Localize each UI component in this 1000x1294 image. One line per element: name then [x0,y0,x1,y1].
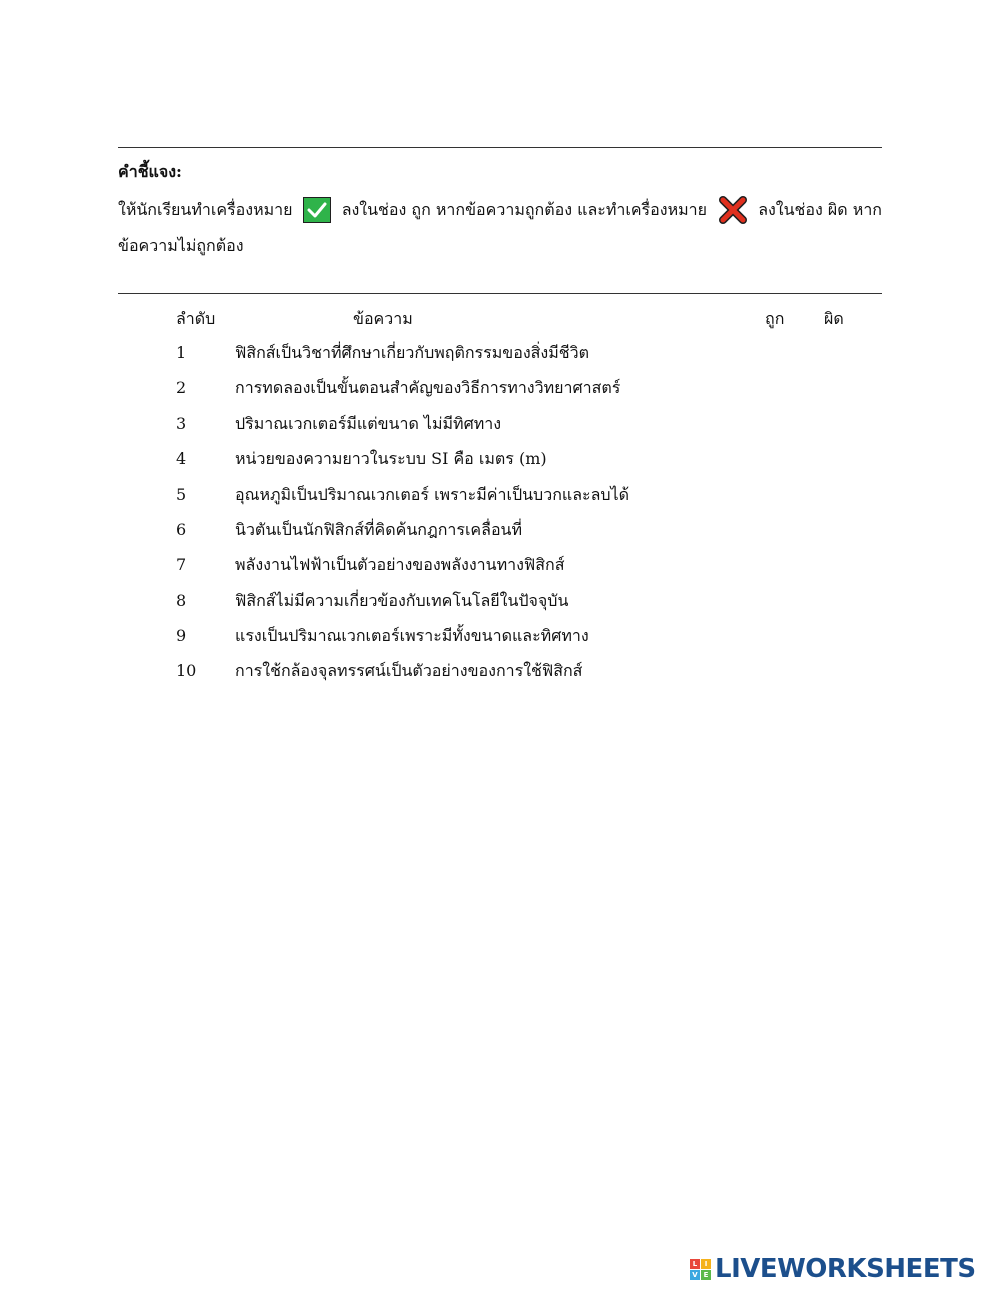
instructions-title: คำชี้แจง: [118,162,182,181]
instructions-text-1: ให้นักเรียนทำเครื่องหมาย [118,199,293,219]
header-true: ถูก [765,309,785,328]
row-number: 9 [176,626,187,645]
row-statement: การใช้กล้องจุลทรรศน์เป็นตัวอย่างของการใช้ฟิสิกส์ [235,661,583,680]
header-statement: ข้อความ [353,309,413,328]
header-number: ลำดับ [176,309,216,328]
instructions-text-3: ลงในช่อง ผิด หาก [758,199,882,219]
row-number: 2 [176,378,187,397]
liveworksheets-logo [690,1252,976,1286]
logo-block-l: L [690,1259,700,1269]
table-row [0,374,1000,402]
header-false: ผิด [824,309,844,328]
table-divider [118,293,882,294]
instructions-line-1 [118,196,882,224]
table-row [0,657,1000,685]
table-row [0,481,1000,509]
row-number: 8 [176,591,187,610]
row-number: 3 [176,414,187,433]
logo-text: LIVEWORKSHEETS [715,1254,976,1284]
row-number: 1 [176,343,187,362]
table-row [0,410,1000,438]
row-number: 6 [176,520,187,539]
check-icon [303,197,331,223]
cross-icon [718,196,748,224]
row-statement: พลังงานไฟฟ้าเป็นตัวอย่างของพลังงานทางฟิสิกส์ [235,555,565,574]
logo-block-v: V [690,1270,700,1280]
row-number: 7 [176,555,187,574]
table-header [0,305,1000,333]
table-row [0,587,1000,615]
row-statement: อุณหภูมิเป็นปริมาณเวกเตอร์ เพราะมีค่าเป็นบวกและลบได้ [235,485,629,504]
logo-block-i: I [701,1259,711,1269]
table-row [0,551,1000,579]
row-statement: ฟิสิกส์ไม่มีความเกี่ยวข้องกับเทคโนโลยีในปัจจุบัน [235,591,569,610]
row-number: 10 [176,661,197,680]
top-divider [118,147,882,148]
table-row [0,445,1000,473]
instructions-text-2: ลงในช่อง ถูก หากข้อความถูกต้อง และทำเครื่องหมาย [341,199,708,219]
table-row [0,622,1000,650]
logo-blocks [690,1259,711,1280]
instructions-line-2: ข้อความไม่ถูกต้อง [118,236,244,255]
table-row [0,339,1000,367]
logo-block-e: E [701,1270,711,1280]
row-statement: หน่วยของความยาวในระบบ SI คือ เมตร (m) [235,449,547,468]
row-statement: การทดลองเป็นขั้นตอนสำคัญของวิธีการทางวิทยาศาสตร์ [235,378,621,397]
row-statement: นิวตันเป็นนักฟิสิกส์ที่คิดค้นกฎการเคลื่อนที่ [235,520,523,539]
row-number: 5 [176,485,187,504]
row-number: 4 [176,449,187,468]
table-row [0,516,1000,544]
row-statement: ฟิสิกส์เป็นวิชาที่ศึกษาเกี่ยวกับพฤติกรรมของสิ่งมีชีวิต [235,343,589,362]
row-statement: ปริมาณเวกเตอร์มีแต่ขนาด ไม่มีทิศทาง [235,414,502,433]
row-statement: แรงเป็นปริมาณเวกเตอร์เพราะมีทั้งขนาดและทิศทาง [235,626,589,645]
